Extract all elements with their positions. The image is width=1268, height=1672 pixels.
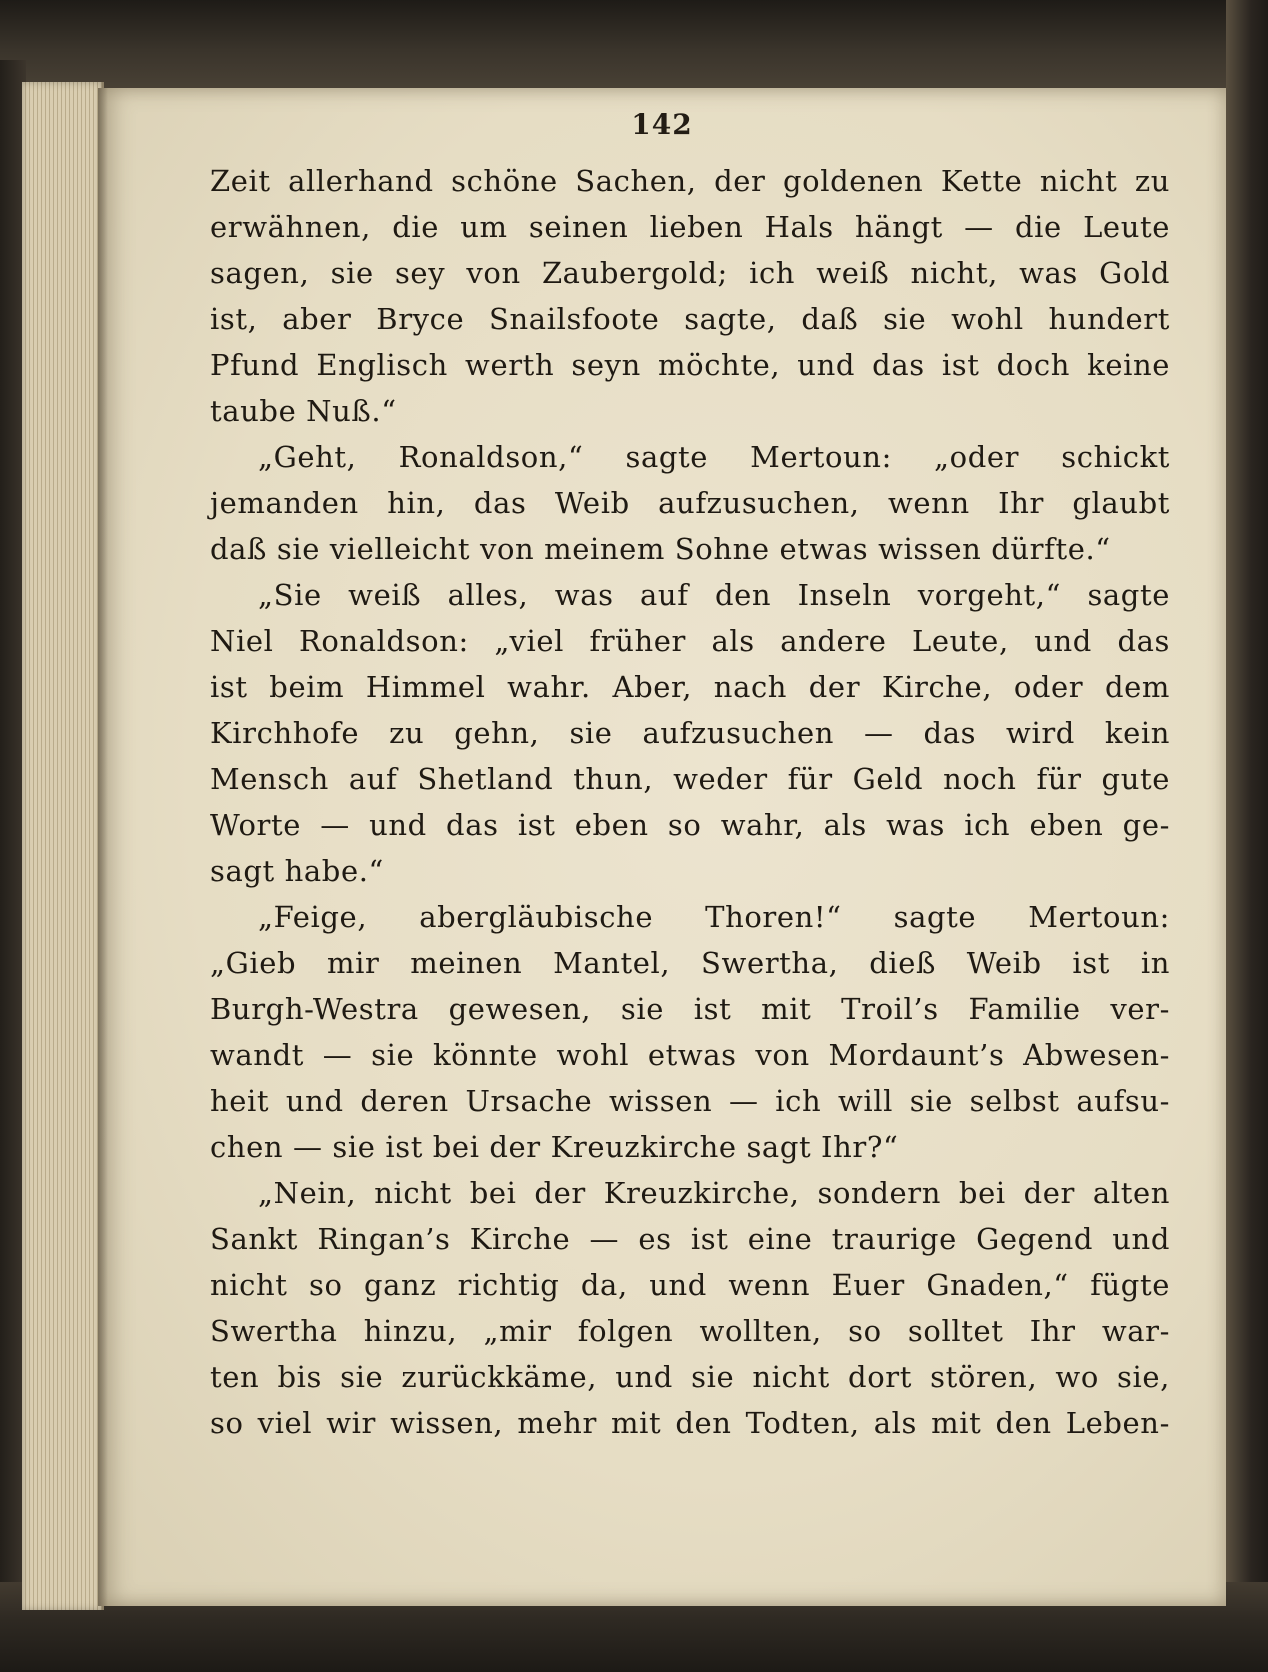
text-line: „Nein, nicht bei der Kreuzkirche, sondern bei der alten bbox=[258, 1176, 1170, 1210]
text-line: Worte — und das ist eben so wahr, als was ich eben ge- bbox=[210, 808, 1170, 842]
text-line: daß sie vielleicht von meinem Sohne etwas wissen dürfte.“ bbox=[210, 532, 1111, 566]
text-line: ist beim Himmel wahr. Aber, nach der Kirche, oder dem bbox=[210, 670, 1170, 704]
text-line: chen — sie ist bei der Kreuzkirche sagt Ihr?“ bbox=[210, 1130, 899, 1164]
text-line: „Geht, Ronaldson,“ sagte Mertoun: „oder schickt bbox=[258, 440, 1170, 474]
text-line: ten bis sie zurückkäme, und sie nicht dort stören, wo sie, bbox=[210, 1360, 1170, 1394]
top-scan-shadow bbox=[0, 0, 1268, 92]
text-line: „Sie weiß alles, was auf den Inseln vorgeht,“ sagte bbox=[258, 578, 1170, 612]
text-line: Niel Ronaldson: „viel früher als andere Leute, und das bbox=[210, 624, 1170, 658]
page-number: 142 bbox=[631, 108, 693, 141]
text-line: Swertha hinzu, „mir folgen wollten, so solltet Ihr war- bbox=[210, 1314, 1170, 1348]
text-line: heit und deren Ursache wissen — ich will sie selbst aufsu- bbox=[210, 1084, 1170, 1118]
gutter-shadow bbox=[98, 88, 108, 1606]
text-line: nicht so ganz richtig da, und wenn Euer Gnaden,“ fügte bbox=[210, 1268, 1170, 1302]
text-line: Sankt Ringan’s Kirche — es ist eine traurige Gegend und bbox=[210, 1222, 1170, 1256]
text-line: sagen, sie sey von Zaubergold; ich weiß nicht, was Gold bbox=[210, 256, 1170, 290]
text-line: ist, aber Bryce Snailsfoote sagte, daß sie wohl hundert bbox=[210, 302, 1170, 336]
text-line: Mensch auf Shetland thun, weder für Geld noch für gute bbox=[210, 762, 1170, 796]
text-line: jemanden hin, das Weib aufzusuchen, wenn Ihr glaubt bbox=[210, 486, 1170, 520]
text-line: so viel wir wissen, mehr mit den Todten, als mit den Leben- bbox=[210, 1406, 1170, 1440]
text-line: wandt — sie könnte wohl etwas von Mordaunt’s Abwesen- bbox=[210, 1038, 1170, 1072]
page-edges-stack bbox=[22, 82, 104, 1610]
text-line: Kirchhofe zu gehn, sie aufzusuchen — das wird kein bbox=[210, 716, 1170, 750]
body-text bbox=[210, 158, 1170, 1446]
text-line: „Gieb mir meinen Mantel, Swertha, dieß Weib ist in bbox=[210, 946, 1170, 980]
book-page bbox=[98, 88, 1226, 1606]
text-line: „Feige, abergläubische Thoren!“ sagte Mertoun: bbox=[258, 900, 1170, 934]
text-line: taube Nuß.“ bbox=[210, 394, 397, 428]
text-line: Burgh-Westra gewesen, sie ist mit Troil’s Familie ver- bbox=[210, 992, 1170, 1026]
right-scan-shadow bbox=[1226, 0, 1268, 1672]
text-line: erwähnen, die um seinen lieben Hals hängt — die Leute bbox=[210, 210, 1170, 244]
text-line: sagt habe.“ bbox=[210, 854, 384, 888]
text-line: Zeit allerhand schöne Sachen, der goldenen Kette nicht zu bbox=[210, 164, 1170, 198]
text-line: Pfund Englisch werth seyn möchte, und das ist doch keine bbox=[210, 348, 1170, 382]
